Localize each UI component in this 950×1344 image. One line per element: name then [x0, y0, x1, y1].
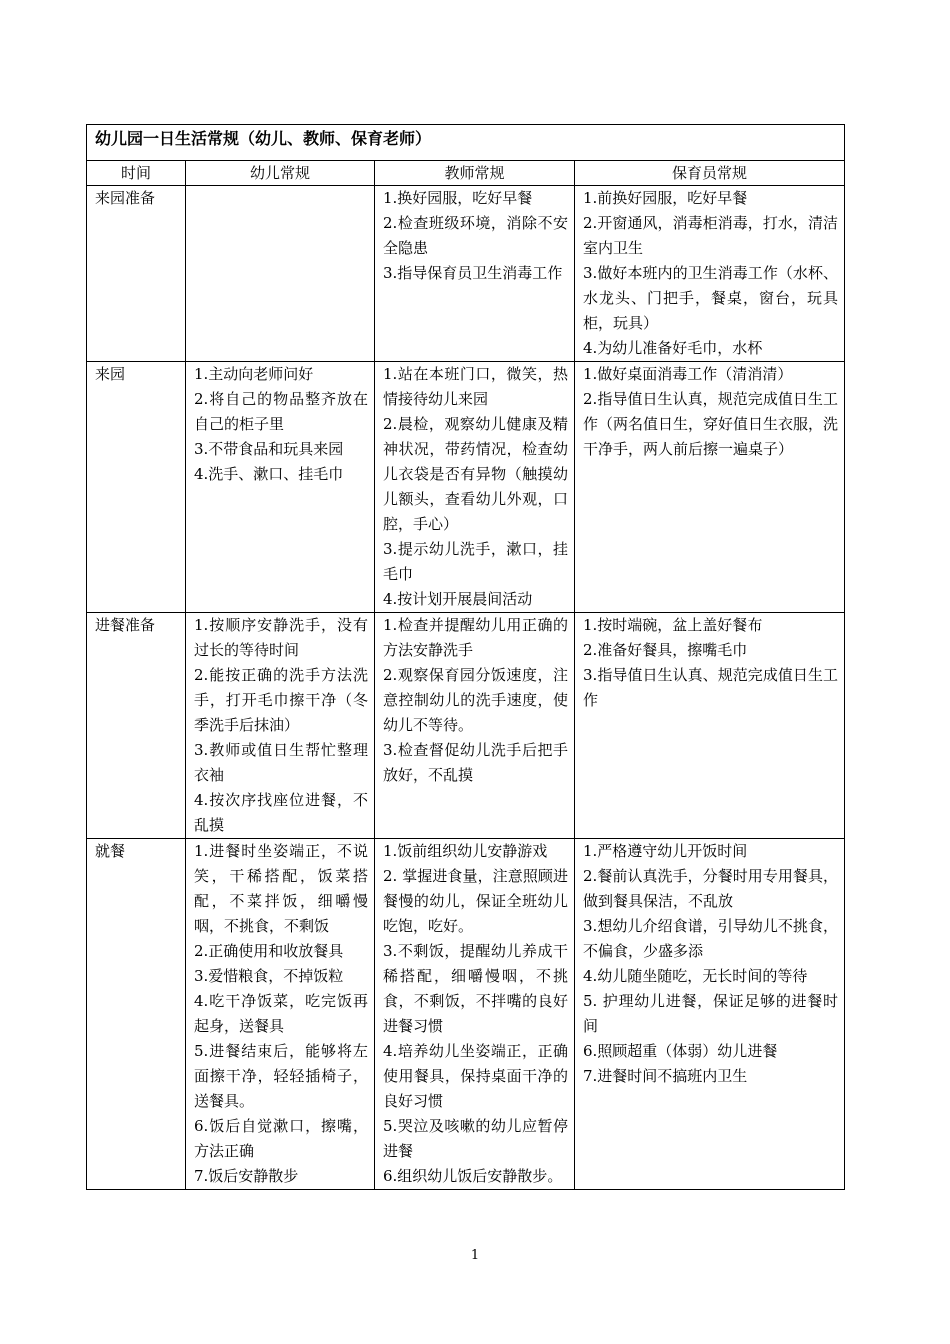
teacher-routine-item: 4.按计划开展晨间活动 — [383, 590, 533, 608]
child-routine-item: 3.不带食品和玩具来园 — [194, 440, 344, 458]
child-routine-item: 1.进餐时坐姿端正，不说笑，干稀搭配，饭菜搭配，不菜拌饭，细嚼慢咽，不挑食，不剩饭 — [194, 842, 368, 935]
child-routine-item: 4.吃干净饭菜，吃完饭再起身，送餐具 — [194, 992, 368, 1035]
caregiver-routine-item: 4.幼儿随坐随吃，无长时间的等待 — [583, 967, 808, 985]
caregiver-routine-item: 1.严格遵守幼儿开饭时间 — [583, 842, 748, 860]
daily-routine-table — [86, 124, 845, 1190]
caregiver-routine-item: 2.开窗通风，消毒柜消毒，打水，清洁室内卫生 — [583, 214, 839, 257]
teacher-routine-item: 3.提示幼儿洗手，漱口，挂毛巾 — [383, 540, 568, 583]
child-routine-item: 1.主动向老师问好 — [194, 365, 314, 383]
teacher-routine-item: 4.培养幼儿坐姿端正，正确使用餐具，保持桌面干净的良好习惯 — [383, 1042, 568, 1110]
child-routine-item: 7.饭后安静散步 — [194, 1167, 299, 1185]
page-number: 1 — [470, 1248, 480, 1263]
caregiver-routine-item: 3.做好本班内的卫生消毒工作（水杯、水龙头、门把手，餐桌，窗台，玩具柜，玩具） — [583, 264, 839, 332]
teacher-routine-item: 2. 掌握进食量，注意照顾进餐慢的幼儿，保证全班幼儿吃饱，吃好。 — [383, 867, 568, 935]
teacher-routine-item: 1.检查并提醒幼儿用正确的方法安静洗手 — [383, 616, 568, 659]
time-cell: 进餐准备 — [87, 613, 186, 839]
teacher-routine-cell — [375, 839, 575, 1190]
teacher-routine-item: 3.检查督促幼儿洗手后把手放好，不乱摸 — [383, 741, 568, 784]
caregiver-routine-item: 1.做好桌面消毒工作（清消清） — [583, 365, 793, 383]
caregiver-routine-item: 7.进餐时间不搞班内卫生 — [583, 1067, 748, 1085]
table-row — [87, 362, 845, 613]
caregiver-routine-item: 3.指导值日生认真、规范完成值日生工作 — [583, 666, 839, 709]
caregiver-routine-item: 6.照顾超重（体弱）幼儿进餐 — [583, 1042, 778, 1060]
table-body — [87, 125, 845, 1190]
teacher-routine-item: 1.换好园服，吃好早餐 — [383, 189, 533, 207]
child-routine-item: 5.进餐结束后，能够将左面擦干净，轻轻插椅子，送餐具。 — [194, 1042, 368, 1110]
teacher-routine-cell — [375, 362, 575, 613]
child-routine-item: 2.能按正确的洗手方法洗手，打开毛巾擦干净（冬季洗手后抹油） — [194, 666, 368, 734]
caregiver-routine-item: 2.准备好餐具，擦嘴毛巾 — [583, 641, 748, 659]
caregiver-routine-item: 2.餐前认真洗手，分餐时用专用餐具，做到餐具保洁，不乱放 — [583, 867, 839, 910]
child-routine-item: 2.将自己的物品整齐放在自己的柜子里 — [194, 390, 368, 433]
time-cell: 来园 — [87, 362, 186, 613]
child-routine-item: 4.按次序找座位进餐，不乱摸 — [194, 791, 368, 834]
caregiver-routine-item: 4.为幼儿准备好毛巾，水杯 — [583, 339, 763, 357]
caregiver-routine-item: 3.想幼儿介绍食谱，引导幼儿不挑食，不偏食，少盛多添 — [583, 917, 839, 960]
caregiver-routine-item: 5. 护理幼儿进餐，保证足够的进餐时间 — [583, 992, 839, 1035]
child-routine-item: 4.洗手、漱口、挂毛巾 — [194, 465, 344, 483]
child-routine-item: 1.按顺序安静洗手，没有过长的等待时间 — [194, 616, 368, 659]
teacher-routine-item: 2.晨检，观察幼儿健康及精神状况，带药情况，检查幼儿衣袋是否有异物（触摸幼儿额头，查看幼儿外观，口腔，手心） — [383, 415, 568, 533]
child-routine-cell — [186, 186, 375, 362]
caregiver-routine-item: 1.按时端碗，盆上盖好餐布 — [583, 616, 763, 634]
child-routine-item: 6.饭后自觉漱口，擦嘴，方法正确 — [194, 1117, 368, 1160]
teacher-routine-item: 3.不剩饭，提醒幼儿养成干稀搭配，细嚼慢咽，不挑食，不剩饭，不拌嘴的良好进餐习惯 — [383, 942, 568, 1035]
teacher-routine-item: 2.观察保育园分饭速度，注意控制幼儿的洗手速度，使幼儿不等待。 — [383, 666, 568, 734]
caregiver-routine-cell — [575, 186, 845, 362]
header-teacher-routine: 教师常规 — [375, 161, 575, 186]
child-routine-item: 3.教师或值日生帮忙整理衣袖 — [194, 741, 368, 784]
child-routine-cell — [186, 839, 375, 1190]
teacher-routine-item: 1.站在本班门口，微笑，热情接待幼儿来园 — [383, 365, 568, 408]
table-row — [87, 613, 845, 839]
child-routine-cell — [186, 362, 375, 613]
header-time: 时间 — [87, 161, 186, 186]
child-routine-item: 3.爱惜粮食，不掉饭粒 — [194, 967, 344, 985]
time-cell: 来园准备 — [87, 186, 186, 362]
child-routine-item: 2.正确使用和收放餐具 — [194, 942, 344, 960]
table-row — [87, 839, 845, 1190]
title-row — [87, 125, 845, 161]
caregiver-routine-item: 2.指导值日生认真，规范完成值日生工作（两名值日生，穿好值日生衣服，洗干净手，两人前后擦一遍桌子） — [583, 390, 839, 458]
caregiver-routine-item: 1.前换好园服，吃好早餐 — [583, 189, 748, 207]
table-title: 幼儿园一日生活常规（幼儿、教师、保育老师） — [87, 125, 845, 161]
caregiver-routine-cell — [575, 839, 845, 1190]
header-child-routine: 幼儿常规 — [186, 161, 375, 186]
table-row — [87, 186, 845, 362]
teacher-routine-item: 1.饭前组织幼儿安静游戏 — [383, 842, 548, 860]
header-row — [87, 161, 845, 186]
header-caregiver-routine: 保育员常规 — [575, 161, 845, 186]
teacher-routine-cell — [375, 186, 575, 362]
child-routine-cell — [186, 613, 375, 839]
teacher-routine-item: 5.哭泣及咳嗽的幼儿应暂停进餐 — [383, 1117, 568, 1160]
time-cell: 就餐 — [87, 839, 186, 1190]
caregiver-routine-cell — [575, 362, 845, 613]
caregiver-routine-cell — [575, 613, 845, 839]
teacher-routine-cell — [375, 613, 575, 839]
teacher-routine-item: 2.检查班级环境，消除不安全隐患 — [383, 214, 568, 257]
teacher-routine-item: 3.指导保育员卫生消毒工作 — [383, 264, 563, 282]
teacher-routine-item: 6.组织幼儿饭后安静散步。 — [383, 1167, 563, 1185]
